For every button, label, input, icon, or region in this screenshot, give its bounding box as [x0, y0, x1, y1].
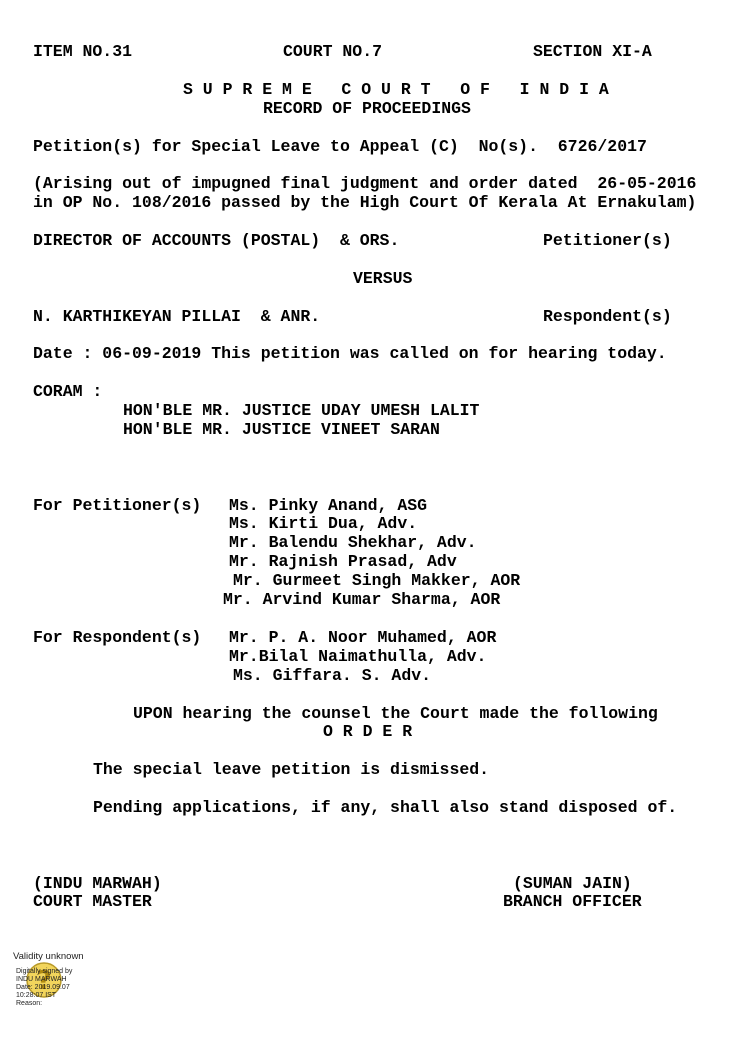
- court-master-title: COURT MASTER: [33, 892, 152, 911]
- arising-line-1: (Arising out of impugned final judgment and order dated 26-05-2016: [33, 174, 697, 193]
- order-paragraph: Pending applications, if any, shall also stand disposed of.: [93, 798, 678, 817]
- order-intro: UPON hearing the counsel the Court made the following: [133, 704, 658, 723]
- signature-line: 10:28:07 IST: [16, 992, 57, 999]
- signature-details: [16, 968, 72, 1008]
- petition-title: Petition(s) for Special Leave to Appeal (C) No(s). 6726/2017: [33, 137, 647, 156]
- section-label: SECTION XI-A: [533, 42, 652, 61]
- respondent-name: N. KARTHIKEYAN PILLAI & ANR.: [33, 307, 321, 326]
- petitioner-counsel-label: For Petitioner(s): [33, 496, 202, 515]
- counsel-entry: Mr. Arvind Kumar Sharma, AOR: [223, 590, 501, 609]
- branch-officer-name: (SUMAN JAIN): [513, 874, 632, 893]
- signature-line: Reason:: [16, 1000, 43, 1007]
- item-number: ITEM NO.31: [33, 42, 133, 61]
- counsel-entry: Ms. Giffara. S. Adv.: [233, 666, 432, 685]
- signature-validity-text: Validity unknown: [13, 951, 84, 962]
- court-master-name: (INDU MARWAH): [33, 874, 162, 893]
- judge-name: HON'BLE MR. JUSTICE UDAY UMESH LALIT: [123, 401, 480, 420]
- counsel-entry: Mr. P. A. Noor Muhamed, AOR: [229, 628, 497, 647]
- court-number: COURT NO.7: [283, 42, 383, 61]
- arising-line-2: in OP No. 108/2016 passed by the High Court Of Kerala At Ernakulam): [33, 193, 697, 212]
- order-paragraph: The special leave petition is dismissed.: [93, 760, 490, 779]
- record-title: RECORD OF PROCEEDINGS: [263, 99, 471, 118]
- branch-officer-title: BRANCH OFFICER: [503, 892, 642, 911]
- signature-line: Digitally signed by: [16, 968, 73, 975]
- counsel-entry: Ms. Pinky Anand, ASG: [229, 496, 428, 515]
- respondent-counsel-label: For Respondent(s): [33, 628, 202, 647]
- petitioner-name: DIRECTOR OF ACCOUNTS (POSTAL) & ORS.: [33, 231, 400, 250]
- counsel-entry: Mr.Bilal Naimathulla, Adv.: [229, 647, 487, 666]
- hearing-date-line: Date : 06-09-2019 This petition was called on for hearing today.: [33, 344, 667, 363]
- counsel-entry: Mr. Balendu Shekhar, Adv.: [229, 533, 477, 552]
- order-heading: O R D E R: [323, 722, 413, 741]
- respondent-role: Respondent(s): [543, 307, 672, 326]
- signature-line: INDU MARWAH: [16, 976, 67, 983]
- court-name: S U P R E M E C O U R T O F I N D I A: [183, 80, 609, 99]
- coram-label: CORAM :: [33, 382, 103, 401]
- counsel-entry: Mr. Rajnish Prasad, Adv: [229, 552, 457, 571]
- svg-text:?: ?: [36, 966, 52, 996]
- petitioner-role: Petitioner(s): [543, 231, 672, 250]
- signature-line: Date: 2019.09.07: [16, 984, 70, 991]
- versus-label: VERSUS: [353, 269, 413, 288]
- counsel-entry: Ms. Kirti Dua, Adv.: [229, 514, 418, 533]
- judge-name: HON'BLE MR. JUSTICE VINEET SARAN: [123, 420, 440, 439]
- counsel-entry: Mr. Gurmeet Singh Makker, AOR: [233, 571, 521, 590]
